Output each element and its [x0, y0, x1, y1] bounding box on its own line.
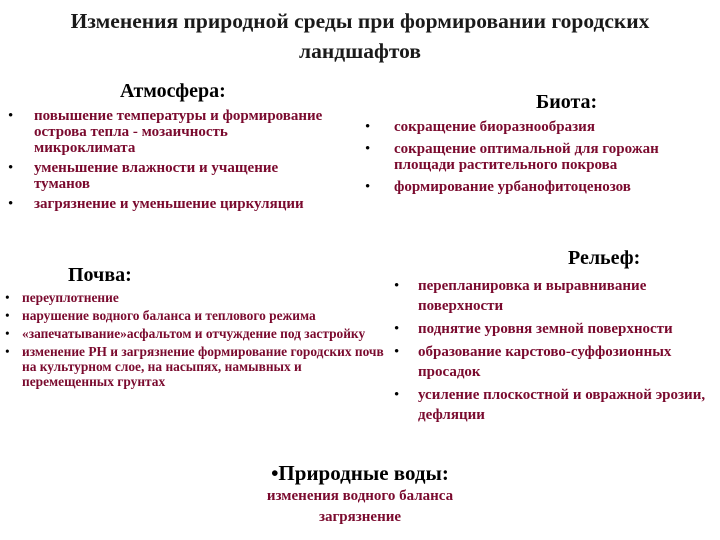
biota-item-3: формирование урбанофитоценозов: [394, 179, 631, 195]
list-item: [384, 385, 720, 425]
relief-item-3: образование карстово-суффозионных просадок: [418, 344, 672, 380]
atmosphere-item-2: уменьшение влажности и учащение туманов: [34, 160, 279, 192]
atmosphere-item-1: повышение температуры и формирование острова тепла - мозаичность микроклимата: [34, 108, 323, 156]
relief-item-2: поднятие уровня земной поверхности: [418, 321, 673, 337]
bullet-icon: •: [5, 308, 10, 323]
title-line-2: ландшафтов: [299, 39, 421, 63]
soil-item-1: переуплотнение: [22, 290, 119, 305]
biota-item-2: сокращение оптимальной для горожан площади растительного покрова: [394, 141, 659, 173]
bullet-icon: •: [5, 290, 10, 305]
list-item: [0, 160, 330, 192]
bullet-icon: •: [5, 326, 10, 341]
atmosphere-heading: Атмосфера:: [120, 80, 226, 102]
waters-line-2: загрязнение: [318, 509, 402, 525]
list-item: [360, 179, 720, 195]
soil-item-2: нарушение водного баланса и теплового режима: [22, 308, 316, 323]
biota-heading: Биота:: [536, 91, 598, 113]
page-title: [0, 6, 720, 66]
biota-item-1: сокращение биоразнообразия: [394, 119, 595, 135]
bullet-icon: •: [5, 344, 10, 359]
bullet-icon: •: [8, 108, 14, 124]
waters-heading: •Природные воды:: [271, 461, 449, 485]
list-item: [360, 141, 720, 173]
atmosphere-list: [0, 108, 330, 216]
bullet-icon: •: [365, 141, 371, 157]
list-item: [0, 326, 385, 341]
list-item: [0, 344, 385, 389]
atmosphere-item-3: загрязнение и уменьшение циркуляции: [34, 196, 304, 212]
relief-item-4: усиление плоскостной и овражной эрозии, дефляции: [418, 387, 706, 423]
bullet-icon: •: [394, 387, 400, 403]
list-item: [0, 290, 385, 305]
soil-item-4: изменение РН и загрязнение формирование городских почв на культурном слое, на насыпях, намывных и перемещенных грунтах: [22, 344, 384, 389]
list-item: [384, 276, 720, 316]
title-line-1: Изменения природной среды при формировании городских: [70, 9, 650, 33]
relief-heading: Рельеф:: [568, 247, 641, 269]
biota-list: [360, 119, 720, 201]
soil-list: [0, 290, 385, 392]
relief-item-1: перепланировка и выравнивание поверхности: [418, 278, 647, 314]
list-item: [0, 196, 330, 212]
bullet-icon: •: [365, 179, 371, 195]
bullet-icon: •: [394, 321, 400, 337]
relief-list: [384, 276, 720, 428]
list-item: [384, 319, 720, 339]
list-item: [360, 119, 720, 135]
soil-item-3: «запечатывание»асфальтом и отчуждение под застройку: [22, 326, 366, 341]
bullet-icon: •: [8, 196, 14, 212]
bullet-icon: •: [365, 119, 371, 135]
soil-heading: Почва:: [68, 264, 132, 286]
waters-line-1: изменения водного баланса: [266, 488, 454, 504]
bullet-icon: •: [8, 160, 14, 176]
list-item: [384, 342, 720, 382]
list-item: [0, 108, 330, 156]
bullet-icon: •: [394, 278, 400, 294]
bullet-icon: •: [394, 344, 400, 360]
list-item: [0, 308, 385, 323]
waters-section: [0, 460, 720, 528]
